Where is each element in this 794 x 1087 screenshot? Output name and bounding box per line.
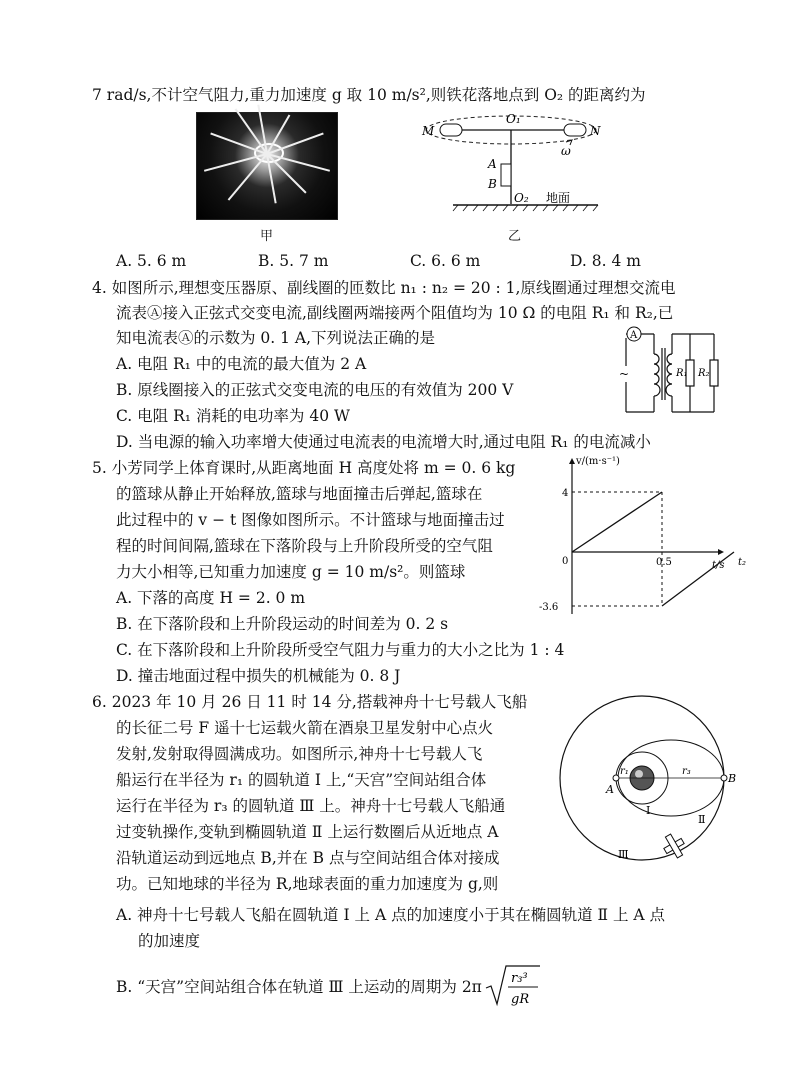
orbit-diagram xyxy=(548,690,737,882)
point-a xyxy=(613,775,619,781)
q5-stem-line-5: 力大小相等,已知重力加速度 g = 10 m/s²。则篮球 xyxy=(116,563,466,581)
orbit-label-b: B xyxy=(728,772,737,785)
resistor-r2-label: R₂ xyxy=(698,368,710,379)
q5-stem-line-2: 的篮球从静止开始释放,篮球与地面撞击后弹起,篮球在 xyxy=(116,485,483,503)
formula-denominator: gR xyxy=(511,992,530,1007)
q6-option-a[interactable]: A. 神舟十七号载人飞船在圆轨道 Ⅰ 上 A 点的加速度小于其在椭圆轨道 Ⅱ 上 A 点 xyxy=(116,906,666,924)
q6-stem-line-7: 沿轨道运动到远地点 B,并在 B 点与空间站组合体对接成 xyxy=(116,849,500,867)
label-N: N xyxy=(590,124,601,138)
q6-stem-line-8: 功。已知地球的半径为 R,地球表面的重力加速度为 g,则 xyxy=(116,875,499,893)
q6-option-b-text: B. “天宫”空间站组合体在轨道 Ⅲ 上运动的周期为 2π xyxy=(116,978,482,996)
label-omega: ω xyxy=(561,144,571,158)
q5-option-a[interactable]: A. 下落的高度 H = 2. 0 m xyxy=(116,589,306,607)
figure-caption-yi: 乙 xyxy=(508,229,522,244)
q6-stem-line-5: 运行在半径为 r₃ 的圆轨道 Ⅲ 上。神舟十七号载人飞船通 xyxy=(116,797,506,815)
q6-stem-line-6: 过变轨操作,变轨到椭圆轨道 Ⅱ 上运行数圈后从近地点 A xyxy=(116,823,499,841)
chart-xlabel: t/s xyxy=(712,560,725,571)
rotating-rod-diagram xyxy=(418,108,608,218)
orbit-label-a: A xyxy=(606,783,614,796)
resistor-r1-label: R₁ xyxy=(676,368,688,379)
q5-stem-line-4: 程的时间间隔,篮球在下落阶段与上升阶段所受的空气阻 xyxy=(116,537,493,555)
transformer-circuit xyxy=(614,324,724,416)
label-B: B xyxy=(488,177,497,191)
q4-stem-line-1: 4. 如图所示,理想变压器原、副线圈的匝数比 n₁ : n₂ = 20 : 1,原线圈通过理想交流电 xyxy=(92,279,676,297)
label-ground: 地面 xyxy=(546,191,571,205)
q4-stem-line-3: 知电流表Ⓐ的示数为 0. 1 A,下列说法正确的是 xyxy=(116,329,436,347)
q4-option-b[interactable]: B. 原线圈接入的正弦式交变电流的电压的有效值为 200 V xyxy=(116,381,514,399)
q4-option-a[interactable]: A. 电阻 R₁ 中的电流的最大值为 2 A xyxy=(116,355,367,373)
formula-numerator: r₃³ xyxy=(511,971,528,986)
y-axis-arrow xyxy=(569,458,575,464)
earth-highlight xyxy=(635,770,643,778)
xtick-label-2: t₂ xyxy=(738,557,747,568)
ytick-label-2: -3.6 xyxy=(539,602,559,613)
q4-option-c[interactable]: C. 电阻 R₁ 消耗的电功率为 40 W xyxy=(116,407,350,425)
q6-stem-line-1: 6. 2023 年 10 月 26 日 11 时 14 分,搭载神舟十七号载人飞船 xyxy=(92,693,528,711)
q3-option-a[interactable]: A. 5. 6 m xyxy=(116,252,187,270)
ammeter-symbol: A xyxy=(630,330,638,341)
iron-flower-photo xyxy=(196,112,338,220)
velocity-time-chart xyxy=(532,452,747,622)
q5-stem-line-3: 此过程中的 v − t 图像如图所示。不计篮球与地面撞击过 xyxy=(116,511,505,529)
q6-option-b[interactable] xyxy=(116,976,482,998)
q5-option-b[interactable]: B. 在下落阶段和上升阶段运动的时间差为 0. 2 s xyxy=(116,615,449,633)
ytick-label-1: 4 xyxy=(562,488,569,499)
chart-origin-label: 0 xyxy=(562,556,569,567)
series-line-1 xyxy=(572,492,662,552)
q3-option-c[interactable]: C. 6. 6 m xyxy=(410,252,481,270)
series-line-2 xyxy=(662,552,734,606)
orbit-label-ii: Ⅱ xyxy=(698,813,706,826)
q4-stem-line-2: 流表Ⓐ接入正弦式交变电流,副线圈两端接两个阻值均为 10 Ω 的电阻 R₁ 和 R₂,已 xyxy=(116,304,674,322)
q6-option-a-cont: 的加速度 xyxy=(138,932,201,950)
q6-stem-line-3: 发射,发射取得圆满成功。如图所示,神舟十七号载人飞 xyxy=(116,745,483,763)
q3-stem-line: 7 rad/s,不计空气阻力,重力加速度 g 取 10 m/s²,则铁花落地点到 O₂ 的距离约为 xyxy=(92,86,646,104)
orbit-label-r3: r₃ xyxy=(682,766,691,777)
orbit-label-i: Ⅰ xyxy=(646,804,651,817)
label-O1: O₁ xyxy=(506,112,521,126)
ac-source-symbol: ~ xyxy=(619,367,630,381)
label-A: A xyxy=(488,157,497,171)
label-O2: O₂ xyxy=(514,191,529,205)
point-b xyxy=(721,775,727,781)
q5-option-c[interactable]: C. 在下落阶段和上升阶段所受空气阻力与重力的大小之比为 1 : 4 xyxy=(116,641,565,659)
orbit-label-r1: r₁ xyxy=(620,766,629,777)
q4-option-d[interactable]: D. 当电源的输入功率增大使通过电流表的电流增大时,通过电阻 R₁ 的电流减小 xyxy=(116,433,651,451)
q5-stem-line-1: 5. 小芳同学上体育课时,从距离地面 H 高度处将 m = 0. 6 kg xyxy=(92,459,516,477)
xtick-label-1: 0.5 xyxy=(656,557,672,568)
q6-stem-line-2: 的长征二号 F 遥十七运载火箭在酒泉卫星发射中心点火 xyxy=(116,719,494,737)
orbit-label-iii: Ⅲ xyxy=(618,848,629,861)
q5-option-d[interactable]: D. 撞击地面过程中损失的机械能为 0. 8 J xyxy=(116,667,401,685)
figure-caption-jia: 甲 xyxy=(260,229,274,244)
label-M: M xyxy=(422,124,435,138)
q6-stem-line-4: 船运行在半径为 r₁ 的圆轨道 Ⅰ 上,“天宫”空间站组合体 xyxy=(116,771,487,789)
q3-option-b[interactable]: B. 5. 7 m xyxy=(258,252,329,270)
x-axis-arrow xyxy=(718,549,724,555)
period-formula xyxy=(484,962,544,1010)
chart-ylabel: v/(m·s⁻¹) xyxy=(576,456,620,467)
q3-option-d[interactable]: D. 8. 4 m xyxy=(570,252,641,270)
